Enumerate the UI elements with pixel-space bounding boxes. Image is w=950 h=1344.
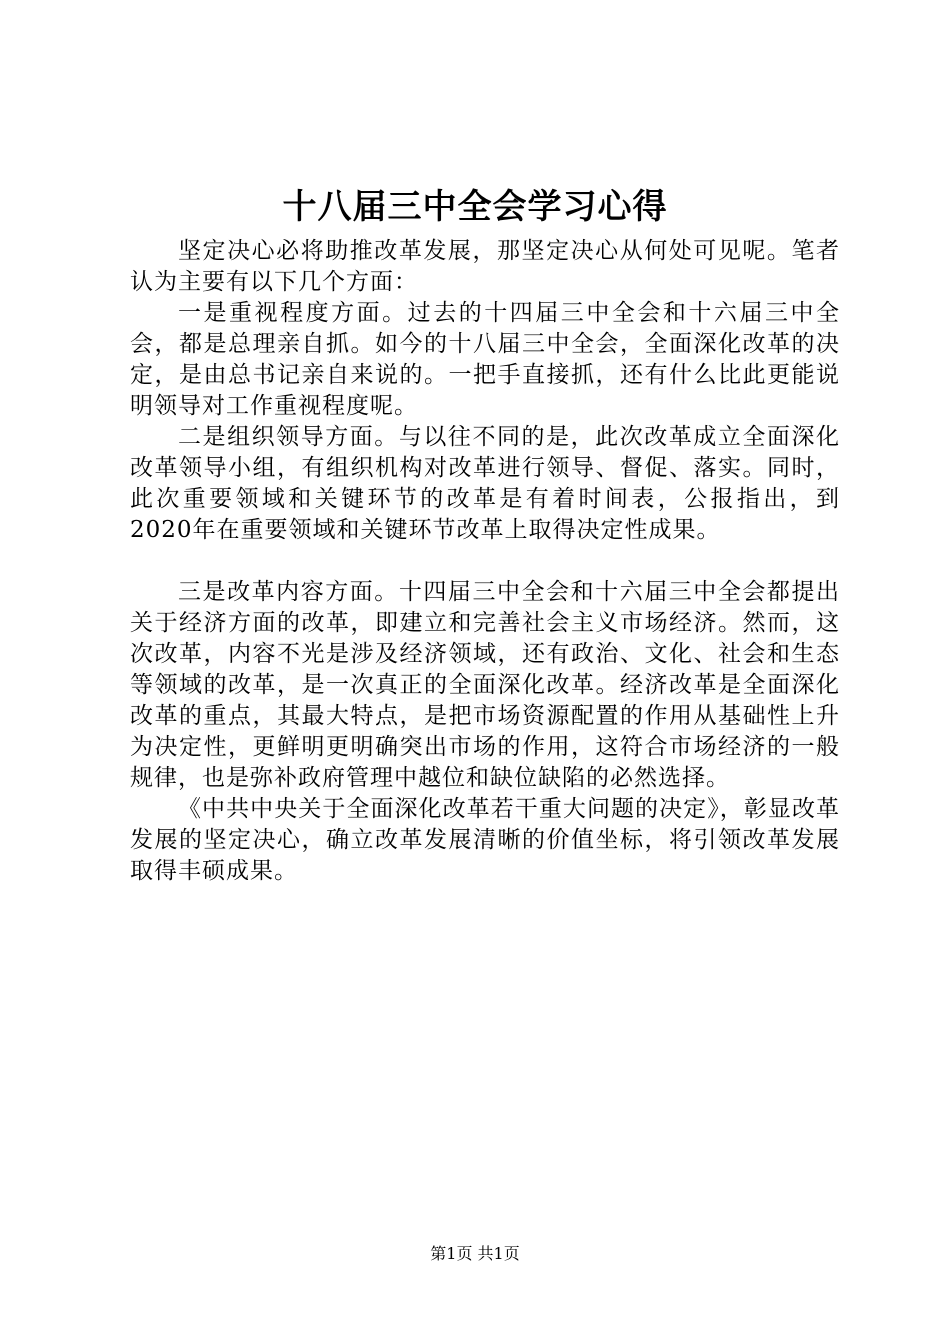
paragraph-point-three: 三是改革内容方面。十四届三中全会和十六届三中全会都提出关于经济方面的改革，即建立和完善社会主义市场经济。然而，这次改革，内容不光是涉及经济领域，还有政治、文化、社会和生态等领域的改革，是一次真正的全面深化改革。经济改革是全面深化改革的重点，其最大特点，是把市场资源配置的作用从基础性上升为决定性，更鲜明更明确突出市场的作用，这符合市场经济的一般规律，也是弥补政府管理中越位和缺位缺陷的必然选择。 bbox=[130, 579, 840, 791]
paragraph-conclusion: 《中共中央关于全面深化改革若干重大问题的决定》，彰显改革发展的坚定决心，确立改革发展清晰的价值坐标，将引领改革发展取得丰硕成果。 bbox=[130, 796, 840, 884]
document-body bbox=[130, 236, 840, 887]
paragraph-intro: 坚定决心必将助推改革发展，那坚定决心从何处可见呢。笔者认为主要有以下几个方面： bbox=[130, 238, 840, 295]
paragraph-point-one: 一是重视程度方面。过去的十四届三中全会和十六届三中全会，都是总理亲自抓。如今的十八届三中全会，全面深化改革的决定，是由总书记亲自来说的。一把手直接抓，还有什么比此更能说明领导对工作重视程度呢。 bbox=[130, 300, 840, 419]
paragraph-point-two: 二是组织领导方面。与以往不同的是，此次改革成立全面深化改革领导小组，有组织机构对改革进行领导、督促、落实。同时，此次重要领域和关键环节的改革是有着时间表，公报指出，到2020年在重要领域和关键环节改革上取得决定性成果。 bbox=[130, 424, 840, 543]
page-footer: 第1页 共1页 bbox=[430, 1244, 520, 1263]
document-title: 十八届三中全会学习心得 bbox=[282, 187, 668, 227]
paragraph-spacer bbox=[130, 546, 840, 577]
